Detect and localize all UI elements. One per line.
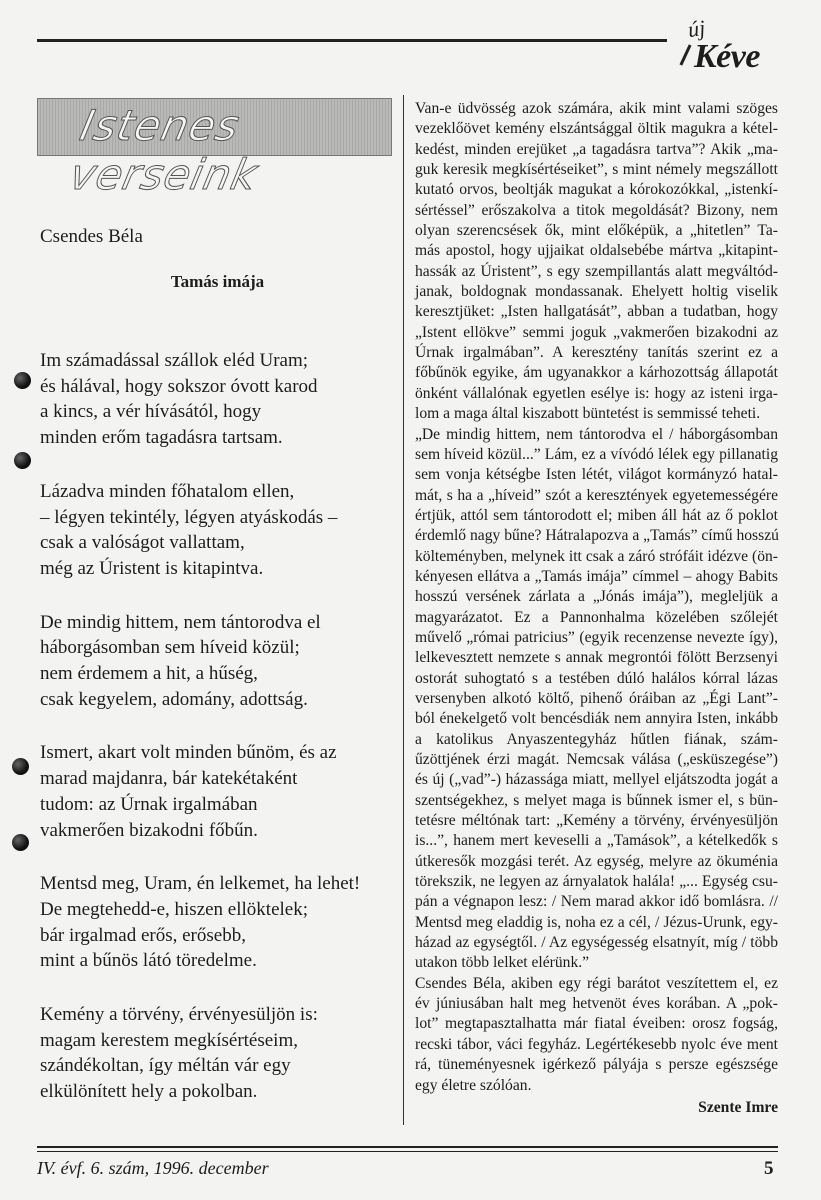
- poem-line: még az Úristent is kitapintva.: [40, 557, 264, 579]
- poem-line: Im számadással szállok eléd Uram;: [40, 350, 309, 371]
- poem-line: csak kegyelem, adomány, adottság.: [40, 688, 308, 710]
- poem-author: Csendes Béla: [40, 226, 143, 247]
- article-line: lom a maga által kiszabott büntetést is semmissé teheti.: [415, 405, 761, 423]
- article-line: érdemlő nagy bűne? Hátralapozva a „Tamás” című hosszú: [415, 527, 779, 545]
- article-line: keresztjüket: „Isten hallgatását”, abban a tudatban, hogy: [415, 303, 778, 321]
- article-line: Úrnak irgalmában”. A keresztény tanítás szerint ez a: [415, 344, 778, 362]
- article-line: művelő „római patricius” (egyik recenzense nevezte így),: [415, 628, 778, 646]
- article-line: rá, tüneményesnek igérkező pályája s persze egészsége: [415, 1056, 778, 1074]
- article-line: ostorát suhogtató s a testében dúló halálos kórral lázas: [415, 669, 778, 687]
- poem-line: nem érdemem a hit, a hűség,: [40, 663, 258, 685]
- article-paragraph: [415, 425, 778, 974]
- hole-punch-icon: [14, 372, 31, 389]
- logo-slash: [679, 44, 691, 65]
- article-paragraphs: [415, 99, 778, 1096]
- article-line: kutató orvos, beoltják magukat a kórokozókkal, „istenkí-: [415, 181, 778, 199]
- poem-line: Lázadva minden főhatalom ellen,: [40, 480, 295, 502]
- article-line: más apostol, hogy ujjaikat oldalsebébe mártva „kitapint-: [415, 242, 778, 260]
- article-line: egy életre szólóan.: [415, 1076, 532, 1094]
- article-line: pán a végnapon lesz: / Nem marad akkor idő bomlásra. //: [415, 893, 778, 911]
- header-rule: [37, 39, 667, 42]
- magazine-logo: [668, 14, 783, 74]
- article-signature: Szente Imre: [698, 1098, 778, 1116]
- footer-rule: [37, 1146, 778, 1148]
- article-line: törekszik, ne legyen az árnyalatok halála! „... Egység csu-: [415, 873, 778, 891]
- poem-line: Kemény a törvény, érvényesüljön is:: [40, 1004, 318, 1026]
- poem-line: Ismert, akart volt minden bűnöm, és az: [40, 742, 337, 764]
- article-line: értjük, attól sem tántorodott el; miben áll hát az ő poklot: [415, 506, 778, 524]
- article-line: kedést, minden erejüket „a tagadásra tartva”? Akik „ma-: [415, 140, 778, 158]
- article-line: tetésre méltónak tart: „Kemény a törvény, érvényesüljön: [415, 812, 778, 830]
- article-line: „De mindig hittem, nem tántorodva el / háborgásomban: [415, 425, 778, 443]
- poem-line: a kincs, a vér hívásától, hogy: [40, 401, 262, 423]
- hole-punch-icon: [12, 758, 29, 775]
- article-line: guk keresik megkísértéseiket”, s mint némely megszállott: [415, 161, 778, 179]
- page-number: 5: [764, 1158, 774, 1179]
- article-line: sem híveid közül...” Lám, ez a vívódó lélek egy pillanatig: [415, 445, 778, 463]
- poem-line: szándékoltan, így méltán vár egy: [40, 1055, 291, 1077]
- poem-line: vakmerően bizakodni főbűn.: [40, 819, 258, 841]
- logo-main-text: Kéve: [694, 38, 760, 75]
- article-line: utakon több lelket elérünk.”: [415, 954, 590, 972]
- article-line: sértéssel” erőszakolva a titok megoldását? Bizony, nem: [415, 201, 778, 219]
- poem-line: háborgásomban sem híveid közül;: [40, 637, 300, 659]
- article-line: önként vállalónak egyetlen esélye is: hogy az isteni irga-: [415, 384, 778, 402]
- footer-issue: IV. évf. 6. szám, 1996. december: [37, 1158, 269, 1178]
- article-line: lelkevesztett nemzete s annak megrontói fölött Berzsenyi: [415, 649, 778, 667]
- poem-stanza: [40, 479, 400, 582]
- poem-body: [40, 348, 400, 1133]
- article-line: szentségekhez, s melyet maga is bűnnek ismer el, s bün-: [415, 791, 778, 809]
- poem-stanza: [40, 740, 400, 843]
- column-divider: [403, 95, 404, 1125]
- article-line: és új („vad”-) házassága miatt, mellyel eljátszodta jogát a: [415, 771, 778, 789]
- poem-line: – légyen tekintély, légyen atyáskodás –: [40, 506, 338, 528]
- article-line: a katolikus Anyaszentegyház hűtlen fiának, szám-: [415, 730, 778, 748]
- article-line: főbűnök egyike, ám ugyanakkor a kárhozottság állapotát: [415, 364, 778, 382]
- article-line: házad az egységtől. / Az egységesség elsatnyít, míg / több: [415, 934, 778, 952]
- poem-stanza: [40, 871, 400, 974]
- poem-stanza: [40, 610, 400, 713]
- poem-line: De megtehedd-e, hiszen ellöktelek;: [40, 898, 309, 920]
- article-line: lot” megtapasztalhatta már fiatal éveiben: orosz fogság,: [415, 1015, 778, 1033]
- poem-line: minden erőm tagadásra tartsam.: [40, 427, 283, 449]
- article-line: „Istent ellökve” semmi joguk „vakmerően bizakodni az: [415, 323, 778, 341]
- poem-stanza: [40, 348, 400, 451]
- hole-punch-icon: [12, 834, 29, 851]
- poem-stanza: [40, 1002, 400, 1105]
- poem-line: marad majdanra, bár katekétaként: [40, 768, 298, 790]
- article-line: mát, s ha a „híveid” szót a keresztények egyetemességére: [415, 486, 778, 504]
- article-line: kényesen ellátva a „Tamás imája” címmel – ahogy Babits: [415, 567, 778, 585]
- poem-line: és hálával, hogy sokszor óvott karod: [40, 375, 318, 397]
- poem-line: De mindig hittem, nem tántorodva el: [40, 611, 321, 633]
- poem-line: magam kerestem megkísértéseim,: [40, 1029, 298, 1051]
- poem-line: Mentsd meg, Uram, én lelkemet, ha lehet!: [40, 873, 361, 895]
- article-line: Van-e üdvösség azok számára, akik mint valami szöges: [415, 100, 778, 117]
- article-line: Csendes Béla, akiben egy régi barátot veszítettem el, ez: [415, 974, 778, 992]
- article-line: magyarázatot. Ez a Pannonhalma közelében szőlejét: [415, 608, 778, 626]
- article-line: is...”, hanem mert keveselli a „Tamások”, a kételkedők s: [415, 832, 778, 850]
- article-line: költeményben, melynek itt csak a záró strófáit idézve (ön-: [415, 547, 778, 565]
- article-line: útkeresők mozgási terét. Az egység, melyre az ökuménia: [415, 852, 778, 870]
- article-paragraph: [415, 974, 778, 1096]
- hole-punch-icon: [14, 452, 31, 469]
- footer-rule: [37, 1151, 778, 1152]
- poem-line: mint a bűnös látó töredelme.: [40, 950, 257, 972]
- article-line: vezeklőövet kemény elszántsággal öltik magukra a kétel-: [415, 120, 778, 138]
- article-line: recski tábor, váci fegyház. Legértékesebb nyolc éve ment: [415, 1035, 778, 1053]
- article-line: ból énekelgető volt bencésdiák nem annyira Isten, inkább: [415, 710, 778, 728]
- article-line: janak, boldognak mondassanak. Ehelyett holtig viselik: [415, 283, 778, 301]
- article-paragraph: [415, 99, 778, 425]
- article-line: versenyben alkotó költő, pihenő óráiban az „Égi Lant”-: [415, 689, 778, 707]
- article-line: hassák az Úristent”, s egy szempillantás alatt megváltód-: [415, 262, 778, 280]
- article-body: [415, 99, 778, 1118]
- article-line: év júniusában halt meg hetvenöt éves korában. A „pok-: [415, 995, 778, 1013]
- article-line: sem vonja kétségbe Isten létét, világot kormányzó hatal-: [415, 466, 778, 484]
- poem-line: tudom: az Úrnak irgalmában: [40, 793, 258, 815]
- article-line: olyan szerencsések ők, mint előképük, a „hitetlen” Ta-: [415, 222, 778, 240]
- poem-line: csak a valóságot vallattam,: [40, 532, 245, 554]
- article-line: hosszú versének zárlata a „Jónás imája”), megleljük a: [415, 588, 778, 606]
- article-line: űzöttjének érzi magát. Nemcsak válása („esküszegése”): [415, 751, 778, 768]
- article-line: Mentsd meg eladdig is, noha ez a cél, / Jézus-Urunk, egy-: [415, 913, 778, 931]
- poem-line: bár irgalmad erős, erősebb,: [40, 924, 246, 946]
- poem-line: elkülönített hely a pokolban.: [40, 1081, 258, 1103]
- section-banner-title: Istenes verseink: [65, 101, 263, 199]
- poem-title: Tamás imája: [170, 272, 265, 291]
- logo-small-text: új: [686, 14, 707, 43]
- section-banner: [37, 98, 392, 199]
